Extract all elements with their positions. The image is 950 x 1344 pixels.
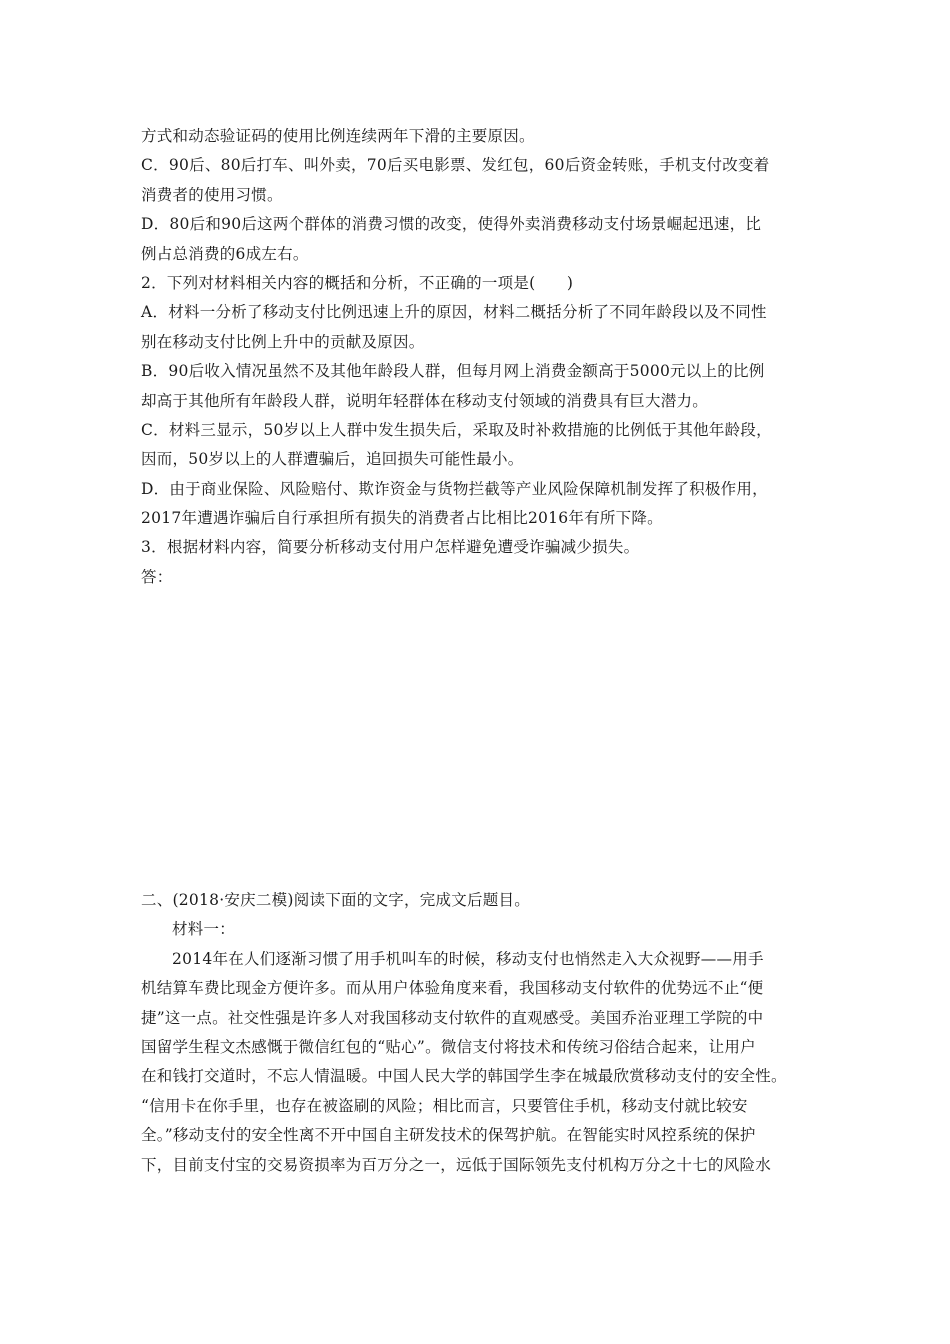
paragraph-line: 捷”这一点。社交性强是许多人对我国移动支付软件的直观感受。美国乔治亚理工学院的中 [141,1008,764,1027]
option-d-line-1: D．80后和90后这两个群体的消费习惯的改变，使得外卖消费移动支付场景崛起迅速，比 [141,215,762,234]
question-2: 2．下列对材料相关内容的概括和分析，不正确的一项是( ) [141,273,574,292]
option-d-line-2: 例占总消费的6成左右。 [141,244,309,263]
paragraph-line: 下，目前支付宝的交易资损率为百万分之一，远低于国际领先支付机构万分之十七的风险水 [141,1155,772,1174]
paragraph-line: 国留学生程文杰感慨于微信红包的“贴心”。微信支付将技术和传统习俗结合起来，让用户 [141,1037,756,1056]
material-label: 材料一： [172,920,236,939]
text-line: 方式和动态验证码的使用比例连续两年下滑的主要原因。 [141,127,535,145]
q2-option-c-line-2: 因而，50岁以上的人群遭骗后，追回损失可能性最小。 [141,450,524,469]
paragraph-line: 2014年在人们逐渐习惯了用手机叫车的时候，移动支付也悄然走入大众视野——用手 [172,949,764,968]
paragraph-line: “信用卡在你手里，也存在被盗刷的风险；相比而言，只要管住手机，移动支付就比较安 [141,1096,748,1115]
q2-option-d-line-2: 2017年遭遇诈骗后自行承担所有损失的消费者占比相比2016年有所下降。 [141,509,663,528]
section-heading: 二、(2018·安庆二模)阅读下面的文字，完成文后题目。 [141,891,530,909]
question-3: 3．根据材料内容，简要分析移动支付用户怎样避免遭受诈骗减少损失。 [141,538,640,557]
question-section [141,122,821,592]
q2-option-b-line-1: B．90后收入情况虽然不及其他年龄段人群，但每月网上消费金额高于5000元以上的比例 [141,362,765,381]
q2-option-c-line-1: C．材料三显示，50岁以上人群中发生损失后，采取及时补救措施的比例低于其他年龄段， [141,420,772,439]
paragraph-line: 机结算车费比现金方便许多。而从用户体验角度来看，我国移动支付软件的优势远不止“便 [141,979,764,998]
q2-option-a-line-2: 别在移动支付比例上升中的贡献及原因。 [141,332,425,351]
q2-option-b-line-2: 却高于其他所有年龄段人群，说明年轻群体在移动支付领域的消费具有巨大潜力。 [141,391,709,410]
paragraph-line: 全。”移动支付的安全性离不开中国自主研发技术的保驾护航。在智能实时风控系统的保护 [141,1126,756,1145]
answer-label: 答： [141,567,173,586]
q2-option-d-line-1: D．由于商业保险、风险赔付、欺诈资金与货物拦截等产业风险保障机制发挥了积极作用， [141,479,768,498]
option-c-line-2: 消费者的使用习惯。 [141,185,283,204]
reading-section [141,886,821,1180]
q2-option-a-line-1: A．材料一分析了移动支付比例迅速上升的原因，材料二概括分析了不同年龄段以及不同性 [141,303,767,322]
paragraph-line: 在和钱打交道时，不忘人情温暖。中国人民大学的韩国学生李在城最欣赏移动支付的安全性。 [141,1067,787,1086]
option-c-line-1: C．90后、80后打车、叫外卖，70后买电影票、发红包，60后资金转账，手机支付改变着 [141,156,770,175]
